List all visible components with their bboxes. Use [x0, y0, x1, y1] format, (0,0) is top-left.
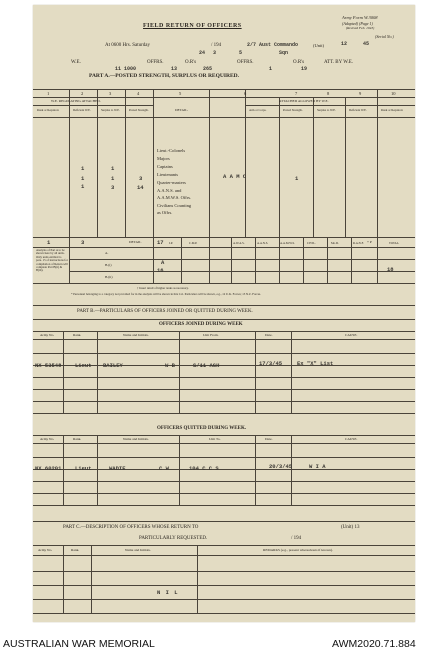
detail-captains: Captains [157, 164, 173, 169]
part-c-col-army-no: Army No. [38, 548, 53, 552]
detail-quarter-masters: Quarter-masters [157, 180, 186, 185]
footer-institution: AUSTRALIAN WAR MEMORIAL [3, 638, 155, 650]
typed-analysis-a: A [161, 259, 165, 266]
col-number-2: 2 [81, 91, 84, 96]
joined-heading: OFFICERS JOINED DURING WEEK [159, 322, 243, 327]
we-ors-label: O.R's [185, 60, 197, 65]
detail-majors: Majors [157, 156, 170, 161]
quitted-name: WADIE [109, 465, 126, 472]
typed-col7: 1 [295, 175, 299, 182]
col-number-10: 10 [391, 91, 396, 96]
joined-initials: W B [165, 362, 175, 369]
footer-accession-number: AWM2020.71.884 [332, 638, 416, 650]
typed-col2-b: 1 [81, 175, 85, 182]
col-number-8: 8 [327, 91, 330, 96]
col-number-3: 3 [109, 91, 112, 96]
typed-col3-c: 3 [111, 184, 115, 191]
part-c-date: / 194 [291, 536, 302, 541]
we-label: W.E. [71, 60, 81, 65]
col-number-4: 4 [137, 91, 140, 96]
joined-name: BAILEY [103, 362, 123, 369]
joined-col-name: Name and Initials. [123, 333, 149, 337]
joined-cause: Ex "X" List [297, 360, 334, 367]
joined-col-rank: Rank. [73, 333, 82, 337]
typed-col2-c: 1 [81, 183, 85, 190]
part-c-nil: N I L [157, 589, 179, 596]
form-reference: Army Form W.3008 [342, 15, 378, 20]
joined-date: 17/3/45 [259, 360, 283, 367]
col-number-5: 5 [179, 91, 182, 96]
col-head-6: Arm or Corps. [249, 108, 267, 112]
typed-col4-a: 3 [139, 175, 143, 182]
detail-aans: A.A.N.S. and [157, 188, 182, 193]
col-head-9: Deficient W.E. [349, 108, 367, 112]
col-head-10: Rank or Required. [381, 108, 404, 112]
form-title: FIELD RETURN OF OFFICERS [143, 23, 242, 29]
typed-analysis-total: 18 [387, 266, 394, 273]
detail-aamws: A.A.M.W.S. Offrs. [157, 195, 192, 200]
quitted-heading: OFFICERS QUITTED DURING WEEK. [157, 426, 247, 431]
joined-col-cause: CAUSE. [345, 333, 358, 337]
totals-col1: 1 [47, 239, 51, 246]
part-c-unit: (Unit) 13 [341, 525, 360, 530]
quitted-col-cause: CAUSE. [345, 437, 358, 441]
typed-col3-a: 1 [111, 165, 115, 172]
typed-month: 3 [213, 50, 217, 56]
form-reference-revised: (Revised Feb. 1943) [346, 26, 375, 30]
totals-plus-p: + P [367, 240, 372, 244]
quitted-initials: C W [159, 465, 169, 472]
col-number-7: 7 [295, 91, 298, 96]
unit-label: (Unit) [313, 43, 324, 48]
joined-col-unit: Unit From. [203, 333, 219, 337]
form-sheet [33, 5, 415, 622]
joined-army-no: NX 53548 [35, 362, 62, 369]
analysis-row-a: A. [105, 251, 109, 255]
part-c-col-remarks: REMARKS (e.g., present whereabouts if known). [263, 548, 333, 552]
col-number-9: 9 [359, 91, 362, 96]
quitted-col-army-no: Army No. [40, 437, 55, 441]
typed-year: 5 [239, 50, 243, 56]
part-b-heading: PART B.—PARTICULARS OF OFFICERS JOINED OR QUITTED DURING WEEK. [77, 309, 253, 314]
quitted-cause: W I A [309, 463, 326, 470]
totals-detail: DETAIL [129, 240, 142, 244]
col-head-1: Rank or Required. [37, 108, 60, 112]
analysis-note: Analysis of Part A to be shown here by all units. Only units entitled to para. 15 of instructions for compilation of Return will complete Part B(ii) & B(iii). [36, 248, 68, 273]
totals-aamws: A.A.M.W.S. [280, 241, 295, 245]
quitted-unit: 104 C C S [189, 465, 219, 472]
typed-aamc: A A M C [223, 173, 247, 180]
quitted-col-unit: Unit To. [209, 437, 221, 441]
totals-aans: A.A.N.S. [257, 241, 269, 245]
unit-typed: 2/7 Aust Commando [247, 42, 299, 48]
col-head-4: Posted Strength. [129, 108, 149, 112]
detail-as-offrs: as Offrs. [157, 210, 173, 215]
totals-total: TOTAL. [389, 241, 400, 245]
analysis-row-bi: B.(i) [105, 263, 112, 267]
part-c-col-name: Name and Initials. [125, 548, 151, 552]
col-head-7: Posted Strength. [283, 108, 303, 112]
typed-col2-a: 1 [81, 165, 85, 172]
typed-ors: 13 [171, 66, 178, 72]
col-number-1: 1 [47, 91, 50, 96]
detail-lieutenants: Lieutenants [157, 172, 178, 177]
serial-number-2: 45 [363, 41, 370, 47]
part-c-col-rank: Rank. [71, 548, 80, 552]
col-head-8: Surplus to W.E. [317, 108, 336, 112]
totals-awas: A.W.A.S. [233, 241, 245, 245]
return-date-line: / 194 [211, 43, 222, 48]
quitted-rank: Lieut [75, 465, 92, 472]
we-offrs-label: OFFRS. [147, 60, 164, 65]
col-head-2: Deficient W.E. [73, 108, 91, 112]
totals-col4: 17 [157, 239, 164, 246]
quitted-army-no: NX 60201 [35, 465, 62, 472]
quitted-col-name: Name and Initials. [123, 437, 149, 441]
col-head-3: Surplus to W.E. [101, 108, 120, 112]
serial-number: 12 [341, 41, 348, 47]
posted-ors-label: O.R's [293, 60, 305, 65]
totals-col2: 3 [81, 239, 85, 246]
totals-ip: I.P. [169, 241, 173, 245]
totals-civil: CIVIL. [307, 241, 316, 245]
quitted-date: 20/3/45 [269, 463, 293, 470]
note-higher-ranks: † Insert detail of higher ranks as necessary. [137, 286, 189, 290]
typed-offrs-2: 1 [269, 66, 273, 72]
we-regulating-heading: W.E. REGULATING ATTACHED. [51, 99, 101, 103]
totals-cmp: C.M.P. [189, 241, 198, 245]
posted-offrs-label: OFFRS. [237, 60, 254, 65]
typed-day: 24 [199, 50, 206, 56]
joined-unit: S/11 AGH [193, 362, 220, 369]
detail-lieut-colonels: Lieut.-Colonels [157, 148, 186, 153]
quitted-col-rank: Rank. [73, 437, 82, 441]
typed-col3-b: 1 [111, 175, 115, 182]
detail-civilians: Civilians Counting [157, 203, 192, 208]
typed-we-offrs: 11 1000 [115, 66, 137, 72]
quitted-col-date: Date. [265, 437, 273, 441]
typed-col4-b: 14 [137, 184, 144, 191]
typed-sqn: Sqn [279, 50, 289, 56]
analysis-row-bii: B.(ii) [105, 275, 113, 279]
typed-ors-2: 265 [203, 66, 213, 72]
col-number-6: 6 [244, 91, 247, 96]
attached-allowed-heading: ATTACHED ALLOWED BY W.E. [279, 99, 329, 103]
part-c-requested: PARTICULARLY REQUESTED. [139, 536, 208, 541]
col-head-5: DETAIL. [175, 108, 189, 112]
joined-col-date: Date. [265, 333, 273, 337]
part-a-heading: PART A.—POSTED STRENGTH, SURPLUS OR REQUIRED. [89, 73, 239, 79]
part-c-heading: PART C.—DESCRIPTION OF OFFICERS WHOSE RETURN TO [63, 525, 199, 530]
serial-label: (Serial No.) [375, 34, 394, 39]
note-personnel: * Personnel belonging to a category not provided for in the analysis will be shown in this Col. Particulars will be shown, e.g., 12 U.K. Forces; 13 N.Z. Forces. [71, 292, 261, 296]
joined-col-army-no: Army No. [40, 333, 55, 337]
form-reference-adapted: (Adapted) (Page 1) [342, 21, 373, 26]
totals-ranf: R.A.N.F. [353, 241, 364, 245]
return-time-line: At 0600 Hrs. Saturday [105, 43, 150, 48]
joined-rank: Lieut [75, 362, 92, 369]
att-label: ATT. BY W.E. [324, 60, 354, 65]
totals-mod: Mo.D. [331, 241, 339, 245]
typed-analysis-16: 16 [157, 267, 164, 274]
typed-att: 19 [301, 66, 308, 72]
